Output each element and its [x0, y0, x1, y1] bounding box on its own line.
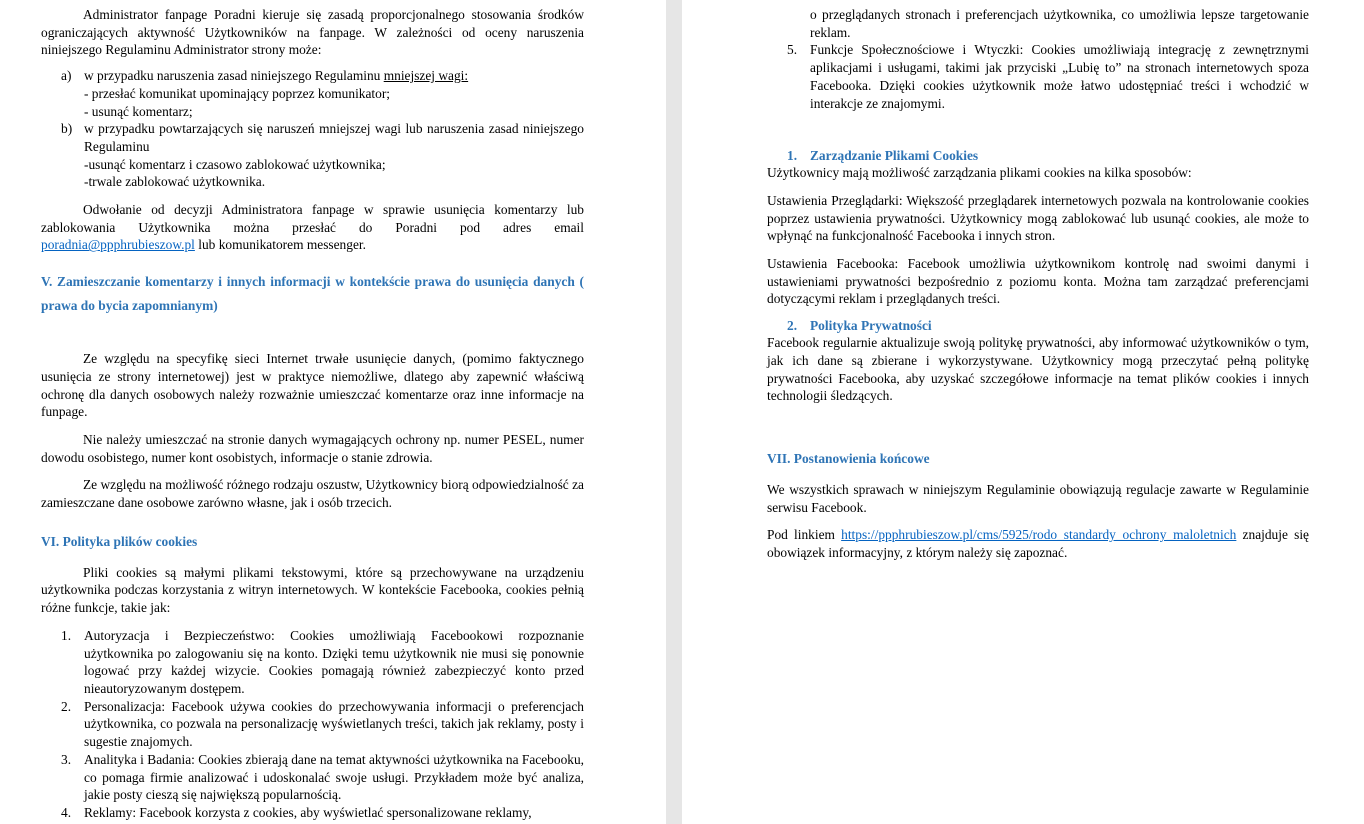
section-heading-vi: VI. Polityka plików cookies — [41, 533, 198, 549]
list-text: Funkcje Społecznościowe i Wtyczki: Cookies umożliwiają integrację z zewnętrznymi aplikacjami i usługami, takimi jak przyciski „Lubię to” na stronach internetowych spoza Facebooka. Dzięki cookies użytkownik może łatwo udostępniać treści i wchodzić w interakcje ze znajomymi. — [810, 42, 1309, 111]
appeal-text: Odwołanie od decyzji Administratora fanpage w sprawie usunięcia komentarzy lub zablokowania Użytkownika można przesłać do Poradni pod adres email — [41, 202, 584, 235]
list-text-b: w przypadku powtarzających się naruszeń mniejszej wagi lub naruszenia zasad niniejszego Regulaminu — [84, 121, 584, 154]
link-text-post: znajduje się obowiązek informacyjny, z którym należy się zapoznać. — [767, 527, 1309, 561]
paragraph-appeal — [41, 201, 584, 254]
paragraph-facebook-settings: Ustawienia Facebooka: Facebook umożliwia użytkownikom kontrolę nad swoimi danymi i ustawieniami prywatności bezpośrednio z poziomu konta. Można tam zarządzać preferencjami dotyczącymi reklam i przeglądanych treści. — [767, 256, 1309, 307]
paragraph-internet: Ze względu na specyfikę sieci Internet trwałe usunięcie danych, (pomimo faktycznego usunięcia ze strony internetowej) jest w praktyce niemożliwe, dlatego aby zapewnić właściwą ochronę dla danych osobowych należy rozważnie umieszczać komentarze oraz inne informacje na funpage. — [41, 351, 584, 420]
list-item — [767, 41, 1309, 112]
appeal-text-end: lub komunikatorem messenger. — [194, 237, 366, 253]
list-item — [41, 698, 584, 751]
list-b-subline-1: -usunąć komentarz i czasowo zablokować użytkownika; — [84, 156, 386, 172]
section-heading-v: V. Zamieszczanie komentarzy i innych informacji w kontekście prawa do usunięcia danych ( prawa do bycia zapomnianym) — [41, 274, 584, 314]
paragraph-manage: Użytkownicy mają możliwość zarządzania plikami cookies na kilka sposobów: — [767, 165, 1192, 181]
rodo-link[interactable]: https://ppphrubieszow.pl/cms/5925/rodo_standardy_ochrony_maloletnich — [841, 527, 1237, 543]
subheading-privacy-policy — [767, 318, 1309, 334]
subheading-text: Polityka Prywatności — [810, 318, 932, 334]
list-item-4-continued: o przeglądanych stronach i preferencjach użytkownika, co umożliwia lepsze targetowanie reklam. — [810, 7, 1309, 40]
list-text-a: w przypadku naruszenia zasad niniejszego Regulaminu — [84, 68, 384, 84]
list-item-b — [41, 120, 584, 191]
paragraph-admin: Administrator fanpage Poradni kieruje się zasadą proporcjonalnego stosowania środków ograniczających aktywność Użytkowników na fanpage. W zależności od oceny naruszenia niniejszego Regulaminu Administrator strony może: — [41, 7, 584, 58]
appeal-email-link[interactable]: poradnia@ppphrubieszow.pl — [41, 237, 195, 253]
paragraph-link — [767, 526, 1309, 561]
subheading-number: 2. — [787, 318, 798, 334]
list-text: Autoryzacja i Bezpieczeństwo: Cookies umożliwiają Facebookowi rozpoznanie użytkownika po zalogowaniu się na konto. Dzięki temu użytkownik nie musi się ponownie logować przy każdej wizycie. Cookies pomagają również zabezpieczyć konto przed nieautoryzowanym dostępem. — [84, 627, 584, 696]
list-b-subline-2: -trwale zablokować użytkownika. — [84, 174, 266, 190]
list-number: 3. — [61, 751, 72, 767]
list-text: Reklamy: Facebook korzysta z cookies, aby wyświetlać spersonalizowane reklamy, — [84, 804, 532, 820]
list-label-a: a) — [61, 68, 72, 84]
list-a-subline-1: - przesłać komunikat upominający poprzez komunikator; — [84, 85, 391, 101]
subheading-cookie-management — [767, 148, 1309, 164]
paragraph-fraud: Ze względu na możliwość różnego rodzaju oszustw, Użytkownicy biorą odpowiedzialność za zamieszczane dane osobowe zarówno własne, jak i osób trzecich. — [41, 477, 584, 511]
paragraph-browser-settings: Ustawienia Przeglądarki: Większość przeglądarek internetowych pozwala na kontrolowanie cookies poprzez ustawienia prywatności. Użytkownicy mogą zablokować lub usunąć cookies, ale może to wpłynąć na funkcjonalność Facebooka i innych stron. — [767, 192, 1309, 244]
document-page-left — [0, 0, 666, 824]
list-item-a — [41, 67, 584, 120]
list-number: 4. — [61, 804, 72, 820]
list-item — [41, 751, 584, 804]
cookies-list — [41, 627, 584, 822]
section-heading-vii: VII. Postanowienia końcowe — [767, 450, 930, 466]
paragraph-cookies: Pliki cookies są małymi plikami tekstowymi, które są przechowywane na urządzeniu użytkownika podczas korzystania z witryn internetowych. W kontekście Facebooka, cookies pełnią różne funkcje, takie jak: — [41, 564, 584, 616]
list-number: 2. — [61, 698, 72, 714]
list-text: Personalizacja: Facebook używa cookies do przechowywania informacji o preferencjach użytkownika, co pozwala na personalizację wyświetlanych treści, takich jak reklamy, posty i sugestie znajomych. — [84, 698, 584, 750]
list-text-a-underlined: mniejszej wagi: — [383, 68, 469, 84]
subheading-text: Zarządzanie Plikami Cookies — [810, 148, 979, 164]
list-item — [41, 627, 584, 698]
document-page-right — [682, 0, 1364, 824]
link-text-pre: Pod linkiem — [767, 527, 842, 543]
cookies-list-continued — [767, 41, 1309, 112]
list-label-b: b) — [61, 121, 73, 137]
list-number: 1. — [61, 627, 72, 643]
subheading-number: 1. — [787, 148, 798, 164]
list-item — [41, 804, 584, 822]
paragraph-final: We wszystkich sprawach w niniejszym Regulaminie obowiązują regulacje zawarte w Regulaminie serwisu Facebook. — [767, 481, 1309, 515]
list-a-subline-2: - usunąć komentarz; — [84, 103, 193, 119]
paragraph-pesel: Nie należy umieszczać na stronie danych wymagających ochrony np. numer PESEL, numer dowodu osobistego, numer kont osobistych, informacje o stanie zdrowia. — [41, 431, 584, 465]
list-text: Analityka i Badania: Cookies zbierają dane na temat aktywności użytkownika na Facebooku, co pomaga firmie analizować i udoskonalać swoje usługi. Przykładem może być analiza, jakie posty cieszą się największą popularnością. — [84, 751, 584, 803]
paragraph-privacy: Facebook regularnie aktualizuje swoją politykę prywatności, aby informować użytkowników o tym, jak ich dane są zbierane i wykorzystywane. Użytkownicy mogą przeczytać pełną politykę prywatności Facebooka, aby uzyskać szczegółowe informacje na temat plików cookies i innych technologii śledzących. — [767, 335, 1309, 404]
list-number: 5. — [787, 42, 798, 58]
